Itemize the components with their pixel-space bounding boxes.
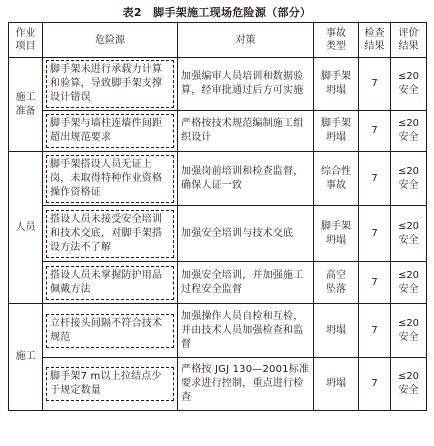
check-cell: 7: [359, 111, 391, 152]
table-row: [9, 152, 427, 206]
check-cell: 7: [359, 358, 391, 411]
hazard-text: 搭设人员未接受安全培训和技术交底，对脚手架搭设方法不了解: [46, 210, 174, 258]
header-measure: 对策: [178, 23, 314, 58]
check-cell: 7: [359, 262, 391, 304]
accident-cell: 脚手架 坍塌: [314, 206, 359, 262]
measure-cell: 加强岗前培训和检查监督，确保人证一致: [178, 152, 314, 206]
check-cell: 7: [359, 304, 391, 358]
measure-cell: 加强安全培训与技术交底: [178, 206, 314, 262]
hazard-cell: [43, 58, 178, 111]
hazard-cell: [43, 304, 178, 358]
measure-cell: 严格按技术规范编制施工组织设计: [178, 111, 314, 152]
hazard-text: 脚手架与墙柱连墙件间距超出规范要求: [46, 114, 174, 148]
hazard-text: 脚手架7 m以上拉结点少于规定数量: [46, 367, 174, 401]
check-cell: 7: [359, 206, 391, 262]
table-row: [9, 304, 427, 358]
hazard-text: 脚手架未进行承载力计算和验算，导致脚手架支撑设计错误: [46, 60, 174, 108]
accident-cell: 综合性 事故: [314, 152, 359, 206]
header-row: [9, 23, 427, 58]
hazard-cell: [43, 262, 178, 304]
hazard-cell: [43, 152, 178, 206]
check-cell: 7: [359, 152, 391, 206]
hazard-text: 脚手架搭设人员无证上岗，未取得特种作业资格操作资格证: [46, 155, 174, 203]
measure-cell: 加强编审人员培训和数据验算，经审批通过后方可实施: [178, 58, 314, 111]
table-row: [9, 206, 427, 262]
header-eval: 评价 结果: [391, 23, 427, 58]
eval-cell: ≤20 安全: [391, 358, 427, 411]
header-accident: 事故 类型: [314, 23, 359, 58]
accident-cell: 坍塌: [314, 304, 359, 358]
table-row: [9, 58, 427, 111]
accident-cell: 高空 坠落: [314, 262, 359, 304]
eval-cell: ≤20 安全: [391, 262, 427, 304]
eval-cell: ≤20 安全: [391, 206, 427, 262]
eval-cell: ≤20 安全: [391, 58, 427, 111]
header-check: 检查 结果: [359, 23, 391, 58]
check-cell: 7: [359, 58, 391, 111]
table-row: [9, 111, 427, 152]
hazard-text: 立杆接头间隔不符合技术规范: [46, 314, 174, 348]
table-row: [9, 262, 427, 304]
measure-cell: 严格按 JGJ 130—2001标准要求进行控制，重点进行检查: [178, 358, 314, 411]
header-hazard: 危险源: [43, 23, 178, 58]
hazard-cell: [43, 206, 178, 262]
accident-cell: 坍塌: [314, 358, 359, 411]
accident-cell: 脚手架 坍塌: [314, 111, 359, 152]
item-cell: 施工 准备: [9, 58, 43, 152]
table-row: [9, 358, 427, 411]
hazard-text: 搭设人员未掌握防护用品佩戴方法: [46, 266, 174, 300]
hazard-cell: [43, 111, 178, 152]
eval-cell: ≤20 安全: [391, 152, 427, 206]
eval-cell: ≤20 安全: [391, 111, 427, 152]
measure-cell: 加强操作人员自检和互检，并由技术人员加强检查和监督: [178, 304, 314, 358]
item-cell: 施工: [9, 304, 43, 411]
measure-cell: 加强安全培训，并加强施工过程安全监督: [178, 262, 314, 304]
item-cell: 人员: [9, 152, 43, 304]
hazard-cell: [43, 358, 178, 411]
table-title: 表2 脚手架施工现场危险源（部分）: [122, 6, 312, 19]
accident-cell: 脚手架 坍塌: [314, 58, 359, 111]
eval-cell: ≤20 安全: [391, 304, 427, 358]
header-item: 作业 项目: [9, 23, 43, 58]
hazard-table: [8, 22, 427, 411]
